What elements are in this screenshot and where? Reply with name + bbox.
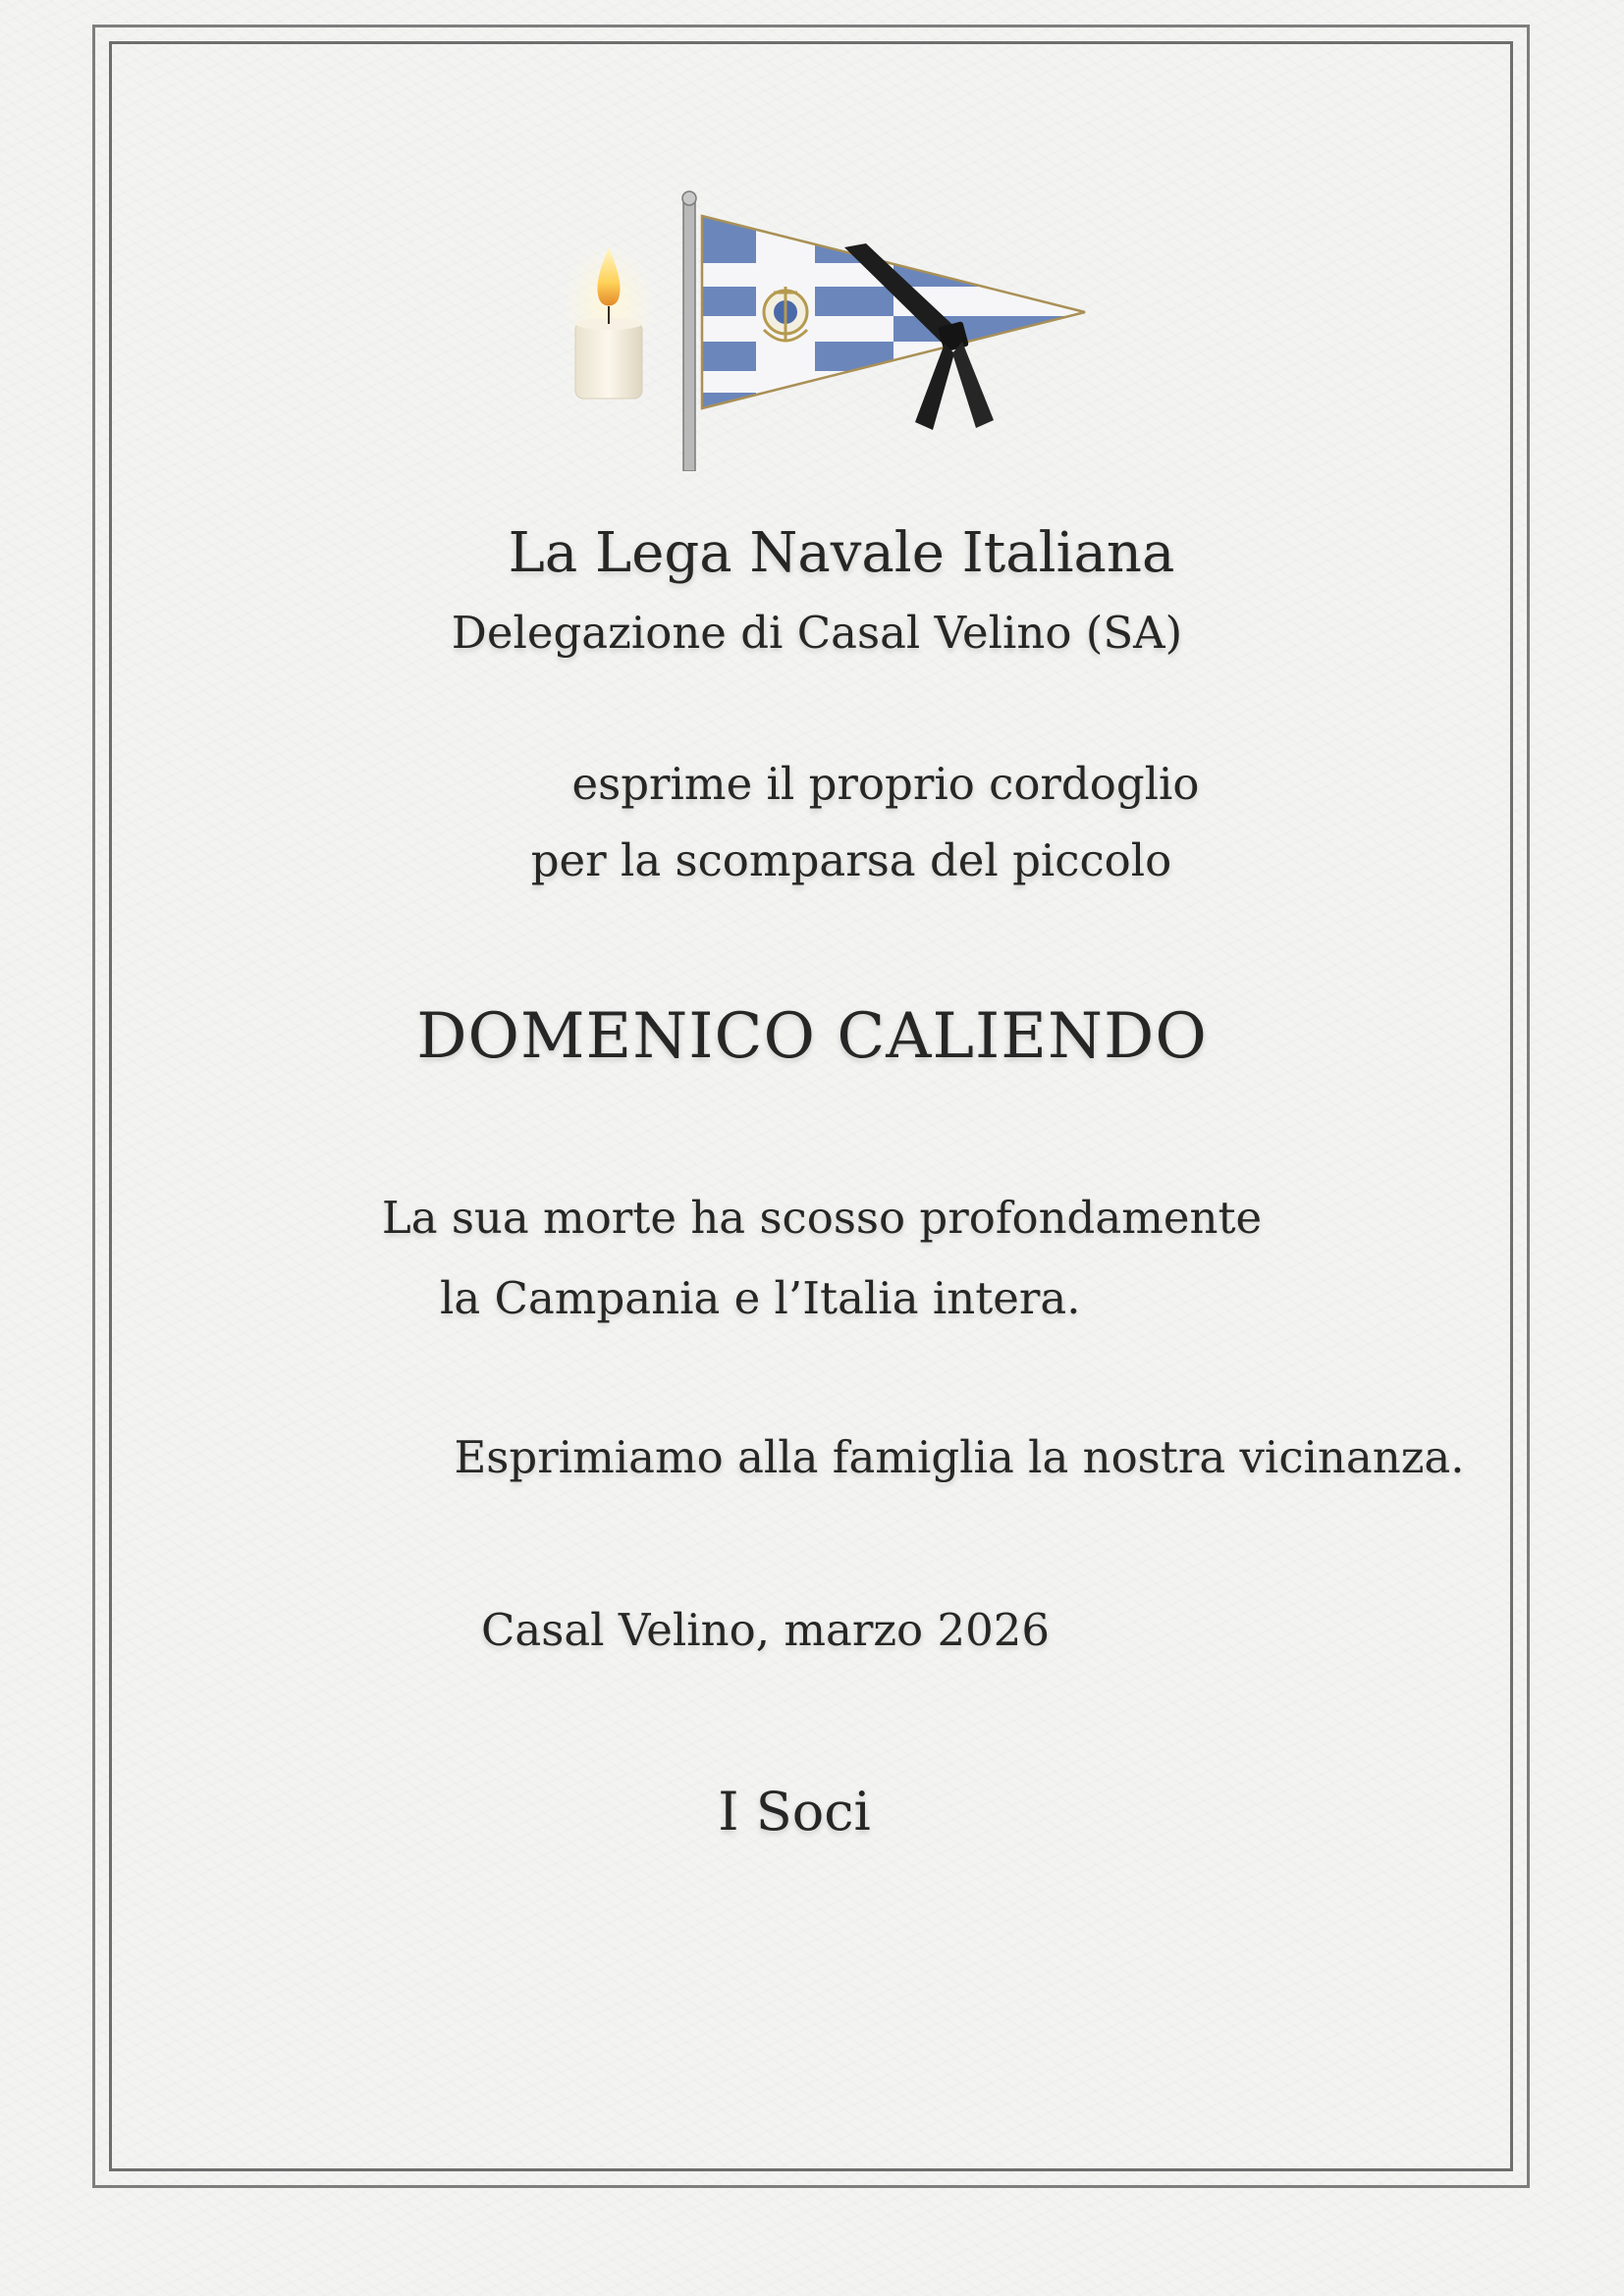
delegation-subtitle: Delegazione di Casal Velino (SA) <box>451 607 1183 659</box>
condolence-line-2: per la scomparsa del piccolo <box>530 834 1172 886</box>
organization-title: La Lega Navale Italiana <box>508 521 1175 585</box>
message-line-1: La sua morte ha scosso profondamente <box>381 1192 1263 1244</box>
place-and-date: Casal Velino, marzo 2026 <box>481 1604 1050 1656</box>
burgee-flag-icon <box>697 206 1090 432</box>
condolence-line-1: esprime il proprio cordoglio <box>571 758 1200 810</box>
candle-icon <box>562 243 656 399</box>
message-line-3: Esprimiamo alla famiglia la nostra vicinanza. <box>454 1431 1465 1483</box>
flag-pole <box>682 191 696 471</box>
mourning-emblem <box>550 187 1100 471</box>
message-line-2: la Campania e l’Italia intera. <box>440 1272 1081 1324</box>
deceased-name: DOMENICO CALIENDO <box>416 1000 1208 1073</box>
signature: I Soci <box>718 1781 871 1842</box>
